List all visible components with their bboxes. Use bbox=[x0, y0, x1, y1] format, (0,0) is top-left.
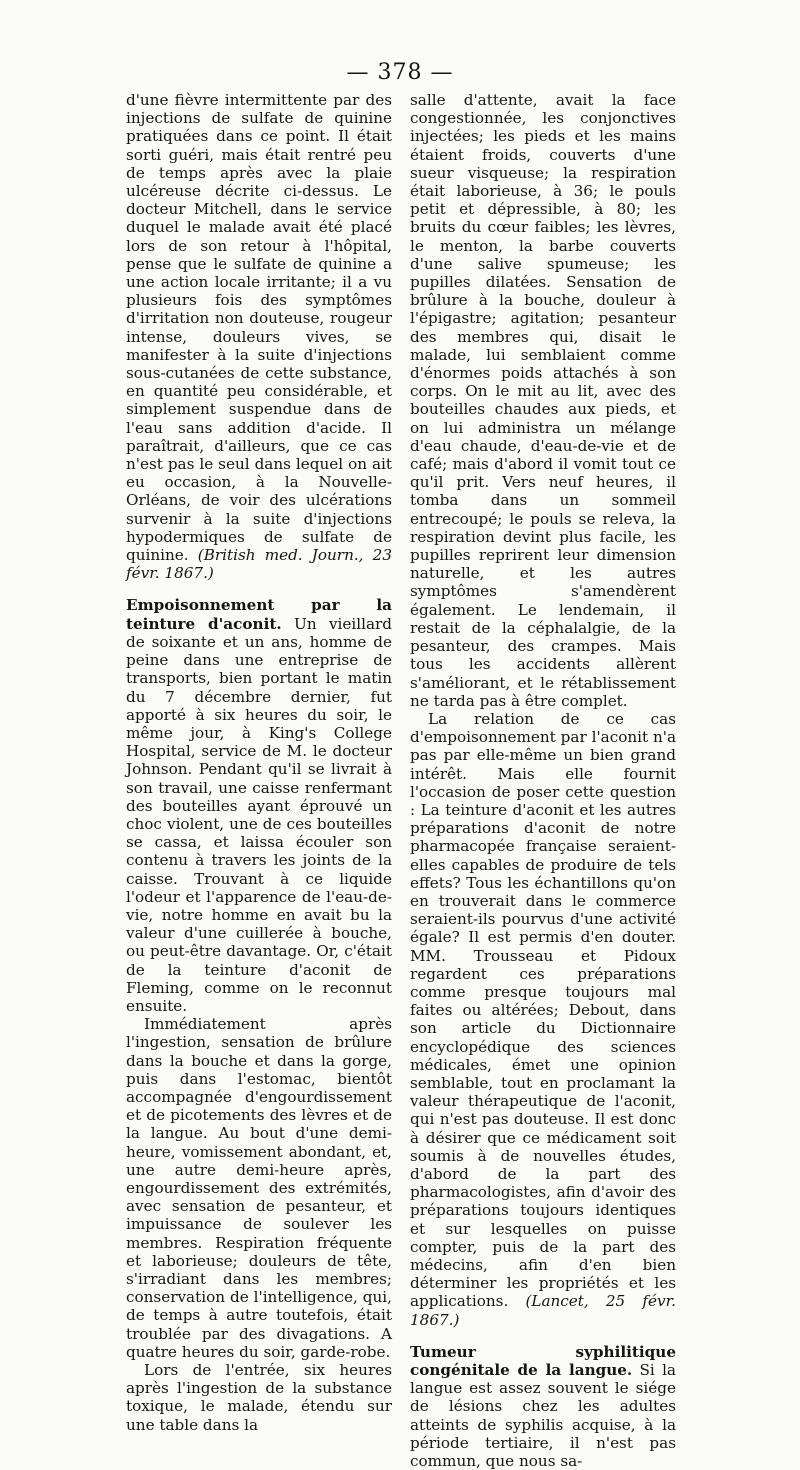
paragraph-text: d'une fièvre intermittente par des injections de sulfate de quinine pratiquées dans ce point. Il était sorti guéri, mais était rentré peu de temps après avec la plaie ulcéreuse décrite ci-dessus. Le docteur Mitchell, dans le service duquel le malade avait été placé lors de son retour à l'hôpital, pense que le sulfate de quinine a une action locale irritante; il a vu plusieurs fois des symptômes d'irritation non douteuse, rougeur intense, douleurs vives, se manifester à la suite d'injections sous-cutanées de cette substance, en quantité peu considérable, et simplement suspendue dans de l'eau sans addition d'acide. Il paraîtrait, d'ailleurs, que ce cas n'est pas le seul dans lequel on ait eu occasion, à la Nouvelle-Orléans, de voir des ulcérations survenir à la suite d'injections hypodermiques de sulfate de quinine. bbox=[126, 91, 392, 565]
page-number: — 378 — bbox=[346, 60, 454, 85]
paragraph-fever-continuation bbox=[126, 91, 392, 582]
paragraph-symptoms: Immédiatement après l'ingestion, sensation de brûlure dans la bouche et dans la gorge, puis dans l'estomac, bientôt accompagnée d'engourdissement et de picotements des lèvres et de la langue. Au bout d'une demi-heure, vomissement abondant, et, une autre demi-heure après, engourdissement des extrémités, avec sensation de pesanteur, et impuissance de soulever les membres. Respiration fréquente et laborieuse; douleurs de tête, s'irradiant dans les membres; conservation de l'intelligence, qui, de temps à autre toutefois, était troublée par des divagations. A quatre heures du soir, garde-robe. bbox=[126, 1015, 392, 1361]
paragraph-text: Un vieillard de soixante et un ans, homme de peine dans une entreprise de transports, bien portant le matin du 7 décembre dernier, fut apporté à six heures du soir, le même jour, à King's College Hospital, service de M. le docteur Johnson. Pendant qu'il se livrait à son travail, une caisse renfermant des bouteilles ayant éprouvé un choc violent, une de ces bouteilles se cassa, et laissa écouler son contenu à travers les joints de la caisse. Trouvant à ce liquide l'odeur et l'apparence de l'eau-de-vie, notre homme en avait bu la valeur d'une cuillerée à bouche, ou peut-être davantage. Or, c'était de la teinture d'aconit de Fleming, comme on le reconnut ensuite. bbox=[126, 614, 392, 1015]
article-aconit bbox=[126, 596, 392, 1015]
citation-british-med-journ: (British med. Journ., 23 févr. 1867.) bbox=[126, 546, 392, 583]
right-column bbox=[410, 91, 676, 1470]
paragraph-commentary bbox=[410, 710, 676, 1329]
paragraph-text: La relation de ce cas d'empoisonnement par l'aconit n'a pas par elle-même un bien grand intérêt. Mais elle fournit l'occasion de poser cette question : La teinture d'aconit et les autres préparations d'aconit de notre pharmacopée française seraient-elles capables de produire de tels effets? Tous les échantillons qu'on en trouverait dans le commerce seraient-ils pourvus d'une activité égale? Il est permis d'en douter. MM. Trousseau et Pidoux regardent ces préparations comme presque toujours mal faites ou altérées; Debout, dans son article du Dictionnaire encyclopédique des sciences médicales, émet une opinion semblable, tout en proclamant la valeur thérapeutique de l'aconit, qui n'est pas douteuse. Il est donc à désirer que ce médicament soit soumis à de nouvelles études, d'abord de la part des pharmacologistes, afin d'avoir des préparations toujours identiques et sur lesquelles on puisse compter, puis de la part des médecins, afin d'en bien déterminer les propriétés et les applications. bbox=[410, 709, 676, 1311]
paragraph-admission: Lors de l'entrée, six heures après l'ingestion de la substance toxique, le malade, étendu sur une table dans la bbox=[126, 1361, 392, 1434]
left-column bbox=[126, 91, 392, 1434]
article-tumeur bbox=[410, 1343, 676, 1470]
heading-syphilitic-tumor: Tumeur syphilitique congénitale de la langue. bbox=[410, 1342, 676, 1380]
paragraph-text: Si la langue est assez souvent le siége de lésions chez les adultes atteints de syphilis acquise, à la période tertiaire, il n'est pas commun, que nous sa- bbox=[410, 1361, 676, 1470]
heading-aconit-poisoning: Empoisonnement par la teinture d'aconit. bbox=[126, 596, 392, 633]
citation-lancet: (Lancet, 25 févr. 1867.) bbox=[410, 1292, 676, 1329]
paragraph-admission-continuation: salle d'attente, avait la face congestionnée, les conjonctives injectées; les pieds et les mains étaient froids, couverts d'une sueur visqueuse; la respiration était laborieuse, à 36; le pouls petit et dépressible, à 80; les bruits du cœur faibles; les lèvres, le menton, la barbe couverts d'une salive spumeuse; les pupilles dilatées. Sensation de brûlure à la bouche, douleur à l'épigastre; agitation; pesanteur des membres qui, disait le malade, lui semblaient comme d'énormes poids attachés à son corps. On le mit au lit, avec des bouteilles chaudes aux pieds, et on lui administra un mélange d'eau chaude, d'eau-de-vie et de café; mais d'abord il vomit tout ce qu'il prit. Vers neuf heures, il tomba dans un sommeil entrecoupé; le pouls se releva, la respiration devint plus facile, les pupilles reprirent leur dimension naturelle, et les autres symptômes s'amendèrent également. Le lendemain, il restait de la céphalalgie, de la pesanteur, des crampes. Mais tous les accidents allèrent s'améliorant, et le rétablissement ne tarda pas à être complet. bbox=[410, 91, 676, 710]
